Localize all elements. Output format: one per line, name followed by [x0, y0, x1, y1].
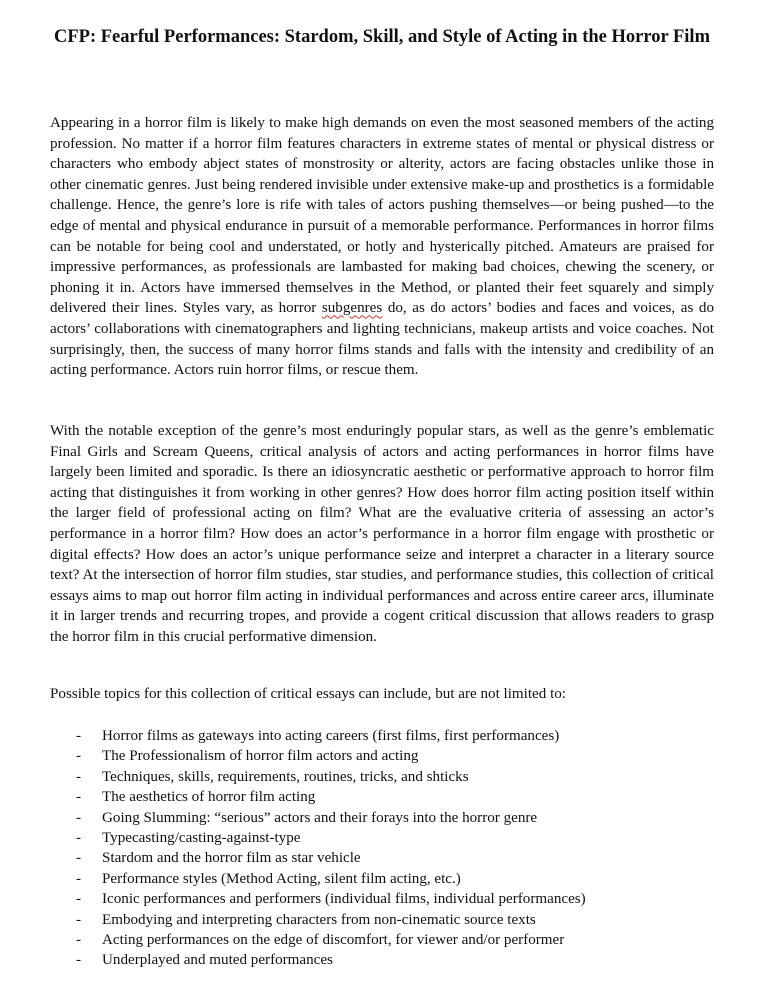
topic-text: The aesthetics of horror film acting — [102, 789, 316, 806]
bullet-dash: - — [76, 768, 82, 785]
bullet-dash: - — [76, 932, 82, 949]
topic-list-item — [50, 828, 714, 848]
paragraph-intro-text-start: Appearing in a horror film is likely to make high demands on even the most seasoned members of the acting profession. No matter if a horror film features characters in extreme states of mental or physical distress or characters who embody abject states of monstrosity or alterity, actors are facing obstacles unlike those in other cinematic genres. Just being rendered invisible under extensive make-up and prosthetics is a formidable challenge. Hence, the genre’s lore is rife with tales of actors pushing themselves—or being pushed—to the edge of mental and physical endurance in pursuit of a memorable performance. Performances in horror films can be notable for being cool and understated, or hotly and hysterically pitched. Amateurs are praised for impressive performances, as professionals are lambasted for making bad choices, chewing the scenery, or phoning it in. Actors have immersed themselves in the Method, or planted their feet squarely and simply delivered their lines. Styles vary, as horror — [50, 115, 714, 317]
topic-text: The Professionalism of horror film actors and acting — [102, 748, 419, 765]
bullet-dash: - — [76, 809, 82, 826]
topic-text: Iconic performances and performers (individual films, individual performances) — [102, 891, 586, 908]
topic-list-item — [50, 889, 714, 909]
topics-list — [50, 726, 714, 971]
topics-intro: Possible topics for this collection of critical essays can include, but are not limited to: — [50, 686, 567, 702]
topic-list-item — [50, 848, 714, 868]
paragraph-intro-text-end: do, as do actors’ bodies and faces and voices, as do actors’ collaborations with cinematographers and lighting technicians, makeup artists and voice coaches. Not surprisingly, then, the success of many horror films stands and falls with the intensity and credibility of an acting performance. Actors ruin horror films, or rescue them. — [50, 300, 714, 379]
topic-text: Acting performances on the edge of discomfort, for viewer and/or performer — [102, 932, 565, 949]
bullet-dash: - — [76, 830, 82, 847]
bullet-dash: - — [76, 911, 82, 928]
topic-text: Performance styles (Method Acting, silent film acting, etc.) — [102, 870, 461, 887]
topic-list-item — [50, 808, 714, 828]
bullet-dash: - — [76, 789, 82, 806]
topic-list-item — [50, 787, 714, 807]
topic-text: Techniques, skills, requirements, routines, tricks, and shticks — [102, 768, 469, 785]
bullet-dash: - — [76, 748, 82, 765]
topic-list-item — [50, 726, 714, 746]
paragraph-intro — [50, 113, 714, 381]
topic-list-item — [50, 950, 714, 970]
bullet-dash: - — [76, 728, 82, 744]
topic-list-item — [50, 746, 714, 766]
topic-text: Typecasting/casting-against-type — [102, 830, 301, 847]
bullet-dash: - — [76, 952, 82, 969]
topic-list-item — [50, 767, 714, 787]
document-title: CFP: Fearful Performances: Stardom, Skill, and Style of Acting in the Horror Film — [54, 27, 710, 47]
topic-text: Going Slumming: “serious” actors and their forays into the horror genre — [102, 809, 538, 826]
topic-list-item — [50, 930, 714, 950]
topic-text: Stardom and the horror film as star vehicle — [102, 850, 361, 867]
bullet-dash: - — [76, 850, 82, 867]
spellcheck-flagged-word: subgenres — [321, 300, 383, 317]
topic-list-item — [50, 869, 714, 889]
topic-text: Embodying and interpreting characters from non-cinematic source texts — [102, 911, 536, 928]
paragraph-questions: With the notable exception of the genre’s most enduringly popular stars, as well as the genre’s emblematic Final Girls and Scream Queens, critical analysis of actors and acting performances in horror films have largely been limited and sporadic. Is there an idiosyncratic aesthetic or performative approach to horror film acting that distinguishes it from working in other genres? How does horror film acting position itself within the larger field of professional acting on film? What are the evaluative criteria of assessing an actor’s performance in a horror film? How does an actor’s performance in a horror film engage with prosthetic or digital effects? How does an actor’s unique performance seize and interpret a character in a literary source text? At the intersection of horror film studies, star studies, and performance studies, this collection of critical essays aims to map out horror film acting in individual performances and across entire career arcs, illuminate it in larger trends and recurring tropes, and provide a cogent critical discussion that allows readers to grasp the horror film in this crucial performative dimension. — [50, 423, 714, 645]
topic-list-item — [50, 910, 714, 930]
topic-text: Underplayed and muted performances — [102, 952, 333, 969]
bullet-dash: - — [76, 891, 82, 908]
bullet-dash: - — [76, 870, 82, 887]
topic-text: Horror films as gateways into acting careers (first films, first performances) — [102, 728, 560, 744]
